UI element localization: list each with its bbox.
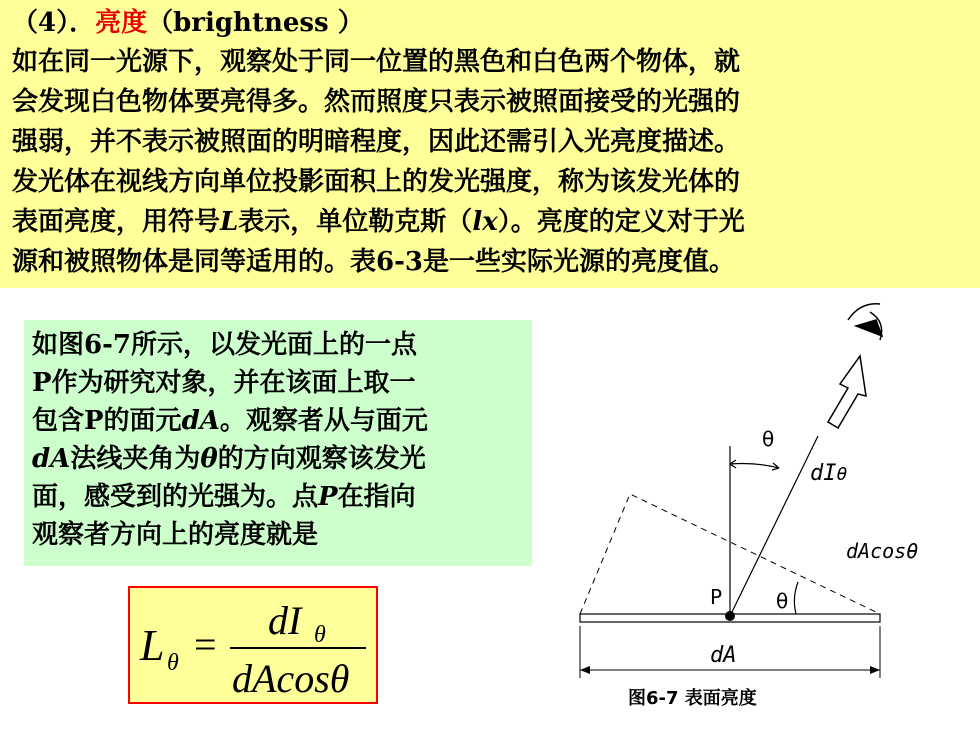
section-heading <box>12 4 970 42</box>
theta-arc-bottom <box>794 582 798 614</box>
theta-bottom-label: θ <box>776 589 789 613</box>
dA-label: dA <box>710 643 737 668</box>
luminance-formula <box>128 586 378 704</box>
symbol-L: L <box>220 207 239 237</box>
symbol-dA: dA <box>181 406 220 436</box>
point-P-label: P <box>710 585 723 609</box>
formula-lhs-sub: θ <box>167 650 179 676</box>
formula-equals: = <box>194 622 217 667</box>
explanation-line-3 <box>32 402 524 440</box>
intro-line-5-c: ）。亮度的定义对于光 <box>497 207 745 237</box>
symbol-dA-2: dA <box>32 444 71 474</box>
explanation-line-5-b: 在指向 <box>337 482 416 512</box>
explanation-line-2: P作为研究对象，并在该面上取一 <box>32 368 416 398</box>
intro-line-3: 强弱，并不表示被照面的明暗程度，因此还需引入光亮度描述。 <box>12 127 741 157</box>
section-number: （4）． <box>12 8 96 38</box>
unit-lx: lx <box>472 207 498 237</box>
figure-caption: 图6-7 表面亮度 <box>628 688 757 709</box>
explanation-line-4-b: 的方向观察该发光 <box>217 444 426 474</box>
theta-top-label: θ <box>762 427 775 451</box>
eye-icon <box>848 304 882 340</box>
explanation-box <box>24 320 532 566</box>
section-term: 亮度 <box>95 8 148 38</box>
explanation-line-3-a: 包含P的面元 <box>32 406 182 436</box>
intro-line-5-a: 表面亮度，用符号 <box>12 207 221 237</box>
formula-lhs: L <box>140 621 165 670</box>
intro-line-4: 发光体在视线方向单位投影面积上的发光强度，称为该发光体的 <box>12 167 741 197</box>
dI-label: dIθ <box>810 461 848 486</box>
intro-line-5 <box>12 202 970 242</box>
formula-svg <box>130 588 376 702</box>
intro-line-1: 如在同一光源下，观察处于同一位置的黑色和白色两个物体，就 <box>12 47 741 77</box>
point-P <box>725 611 735 621</box>
theta-arc-top <box>730 464 779 469</box>
view-direction-arrow <box>828 356 866 428</box>
explanation-line-6: 观察者方向上的亮度就是 <box>32 520 319 550</box>
formula-numerator: dI <box>268 598 302 643</box>
section-english: （brightness ） <box>147 8 364 38</box>
intro-line-5-b: 表示，单位勒克斯（ <box>238 207 473 237</box>
formula-denominator: dAcosθ <box>232 656 350 701</box>
surface-luminance-diagram <box>570 296 970 716</box>
explanation-line-5-a: 面，感受到的光强为。点 <box>32 482 319 512</box>
symbol-P: P <box>318 482 338 512</box>
intro-line-2: 会发现白色物体要亮得多。然而照度只表示被照面接受的光强的 <box>12 87 741 117</box>
symbol-theta: θ <box>200 444 218 474</box>
explanation-line-4-a: 法线夹角为 <box>70 444 201 474</box>
intro-panel <box>0 0 980 288</box>
explanation-line-3-b: 。观察者从与面元 <box>219 406 428 436</box>
explanation-line-1: 如图6-7所示，以发光面上的一点 <box>32 330 417 360</box>
dimension-arrow-right <box>870 666 880 674</box>
explanation-line-4 <box>32 440 524 478</box>
intro-line-6: 源和被照物体是同等适用的。表6-3是一些实际光源的亮度值。 <box>12 247 735 277</box>
dimension-arrow-left <box>580 666 590 674</box>
formula-numerator-sub: θ <box>314 622 326 648</box>
dAcos-label: dAcosθ <box>846 539 919 563</box>
explanation-line-5 <box>32 478 524 516</box>
